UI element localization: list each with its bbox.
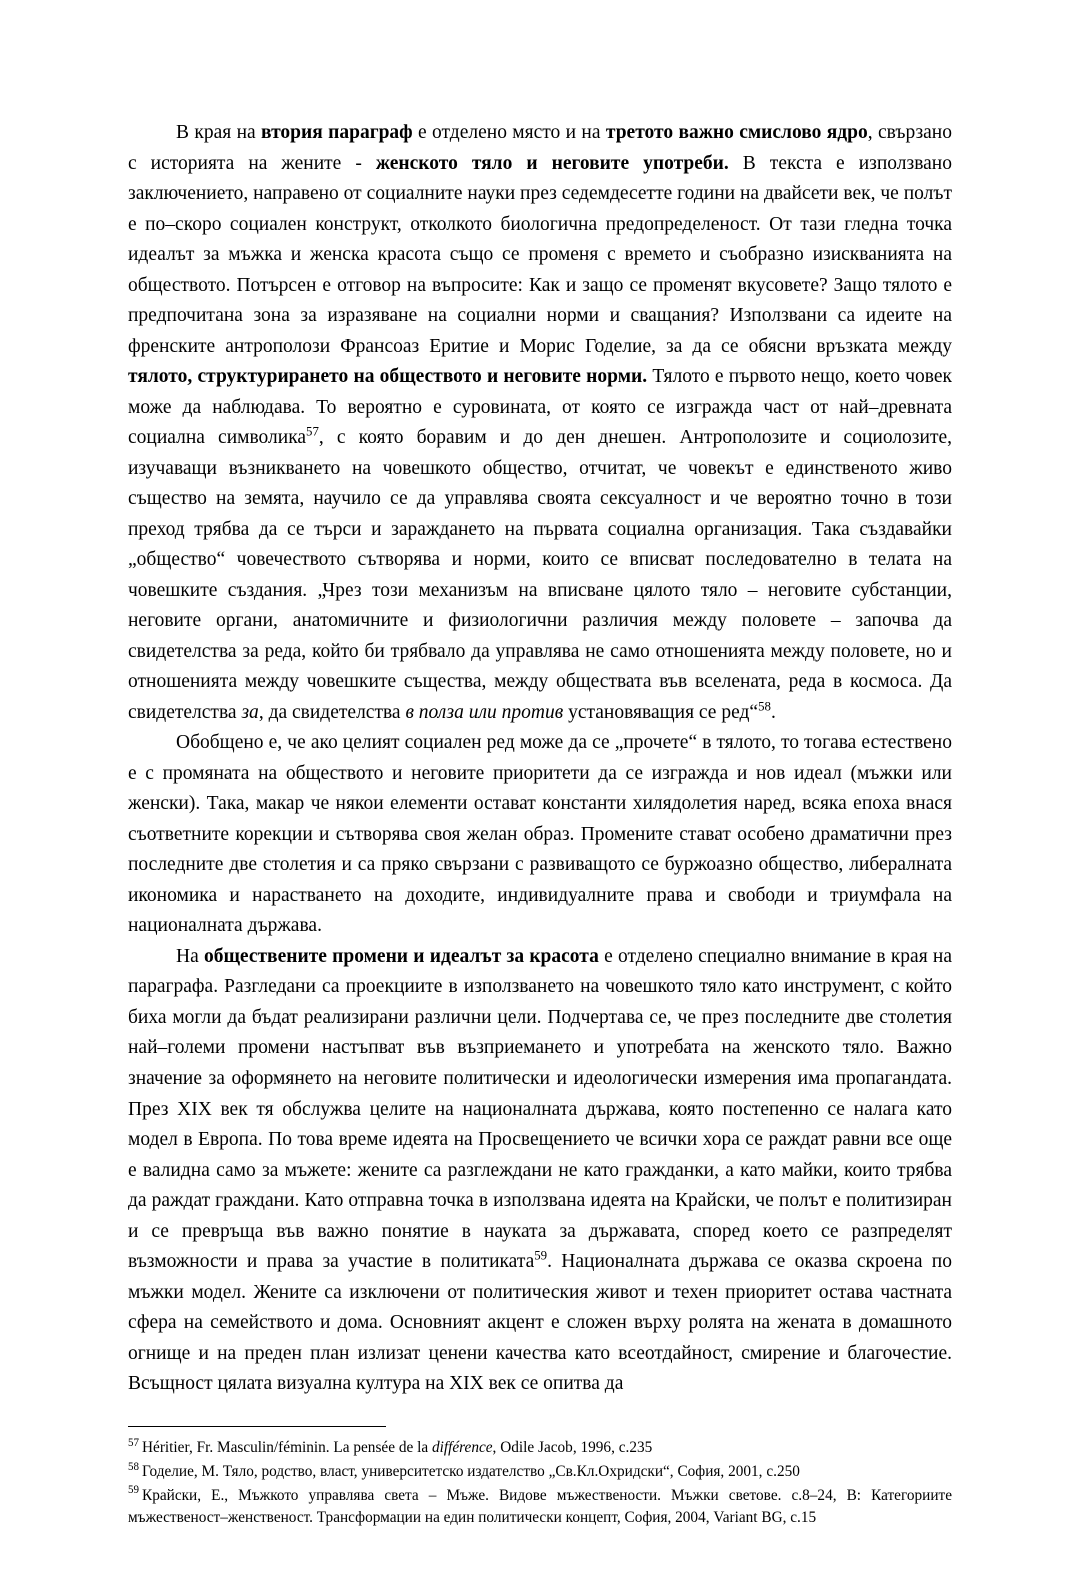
footnote-item: $^{57}$ Héritier, Fr. Masculin/féminin. La pensée de la différence, Odile Jacob, 1996, с.235: [128, 1436, 653, 1456]
footnote-item: $^{58}$ Годелие, М. Тяло, родство, власт, университетско издателство „Св.Кл.Охридски“, София, 2001, с.250: [128, 1460, 800, 1480]
footnote-separator-rule: [128, 1426, 386, 1427]
footnote-item: $^{59}$ Крайски, Е., Мъжкото управлява света – Мъже. Видове мъжествености. Мъжки световe. с.8–24, В: Категориите мъжественост–женственост. Трансформации на един политически концепт, София, 2004, Variant BG, с.15: [128, 1484, 952, 1527]
footnote-list: [128, 1437, 952, 1531]
paragraph: В края на втория параграф е отделено място и на третото важно смислово ядро, свързано с историята на жените - женското тяло и неговите употреби. В текста е използвано заключението, направено от социалните науки през седемдесетте години на двайсети век, че полът е по–скоро социален конструкт, отколкото биологична предопределеност. От тази гледна точка идеалът за мъжка и женска красота също се променя с времето и съобразно изискванията на обществото. Потърсен е отговор на въпросите: Как и защо се променят вкусовете? Защо тялото е предпочитана зона за изразяване на социални норми и сващания? Използвани са идеите на френските антрополози Франсоаз Еритие и Морис Годелие, за да се обясни връзката между тялото, структурирането на обществото и неговите норми. Тялото е първото нещо, което човек може да наблюдава. То вероятно е суровината, от която се изгражда част от най–древната социална символика$^{57}$, с която боравим и до ден днешен. Антрополозите и социолозите, изучаващи възникването на човешкото общество, отчитат, че човекът е единственото живо същество на земята, научило се да управлява своята сексуалност и че вероятно точно в този преход трябва да се търси и зараждането на първата социална организация. Така създавайки „общество“ човечеството сътворява и норми, които се вписват последователно в телата на човешките създания. „Чрез този механизъм на вписване цялото тяло – неговите субстанции, неговите органи, анатомичните и физиологични различия между половете – започва да свидетелства за реда, който би трябвало да управлява не само отношенията между половете, но и отношенията между човешките същества, между обществата във вселената, реда в космоса. Да свидетелства за, да свидетелства в полза или против установяващия се ред“$^{58}$.: [128, 122, 952, 723]
paragraph: На обществените промени и идеалът за красота е отделено специално внимание в края на параграфа. Разгледани са проекциите в използването на човешкото тяло като инструмент, с който биха могли да бъдат реализирани различни цели. Подчертава се, че през последните две столетия най–големи промени настъпват във възприемането и употребата на женското тяло. Важно значение за оформянето на неговите политически и идеологически измерения има пропагандата. През XIX век тя обслужва целите на националната държава, която постепенно се налага като модел в Европа. По това време идеята на Просвещението че всички хора се раждат равни все още е валидна само за мъжете: жените са разглеждани не като гражданки, а като майки, които трябва да раждат граждани. Като отправна точка в използвана идеята на Крайски, че полът е политизиран и се превръща във важно понятие в науката за държавата, според което се разпределят възможности и права за участие в политиката$^{59}$. Националната държава се оказва скроена по мъжки модел. Жените са изключени от политическия живот и техен приоритет остава частната сфера на семейството и дома. Основният акцент е сложен върху ролята на жената в домашното огнище и на преден план излизат ценени качества като всеотдайност, смирение и благочестие. Всъщност цялата визуална култура на XIX век се опитва да: [128, 945, 952, 1395]
paragraph: Обобщено е, че ако целият социален ред може да се „прочете“ в тялото, то тогава естествено е с промяната на обществото и неговите приоритети да се изгражда и нов идеал (мъжки или женски). Така, макар че някои елементи остават константи хилядолетия наред, всяка епоха внася съответните корекции и сътворява своя желан образ. Промените стават особено драматични през последните две столетия и са пряко свързани с развиващото се буржоазно общество, либералната икономика и нарастването на доходите, индивидуалните права и свободи и триумфала на националната държава.: [128, 732, 952, 937]
body-text: [128, 118, 952, 1400]
footnote-area: [128, 1426, 952, 1531]
